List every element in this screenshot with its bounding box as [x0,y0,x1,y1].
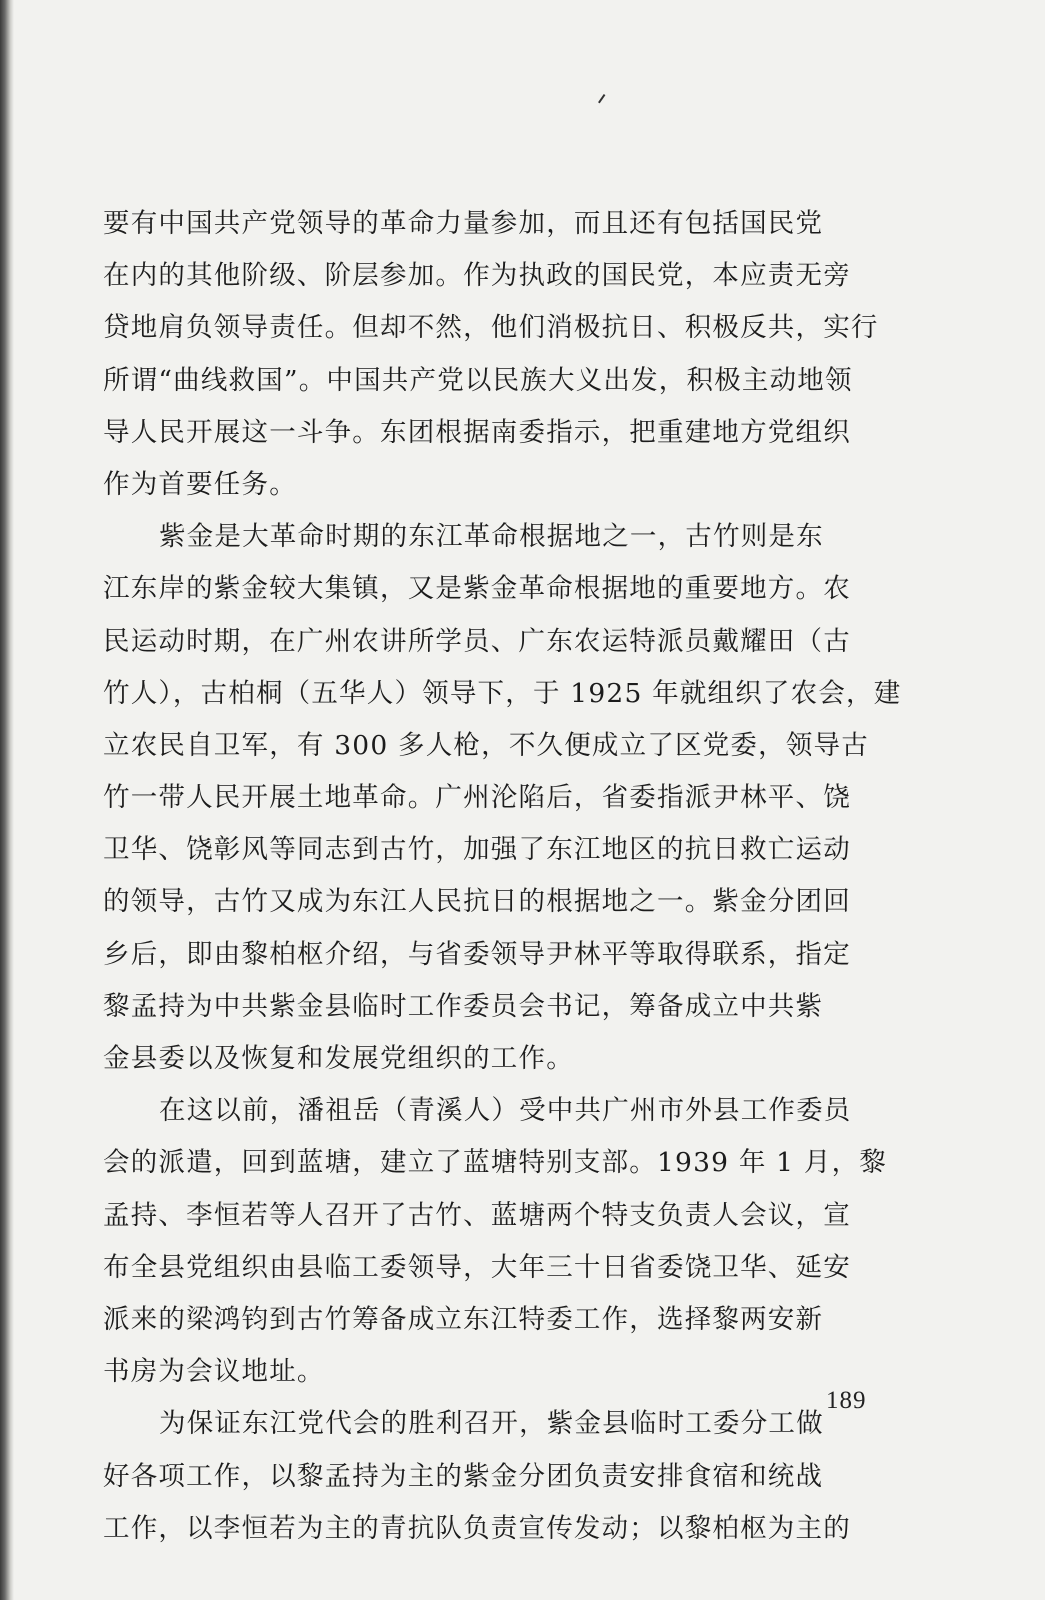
text-line: 孟持、李恒若等人召开了古竹、蓝塘两个特支负责人会议，宣 [103,1199,851,1231]
scan-binding-edge [0,0,14,1600]
text-line: 作为首要任务。 [103,468,297,500]
text-line: 民运动时期，在广州农讲所学员、广东农运特派员戴耀田（古 [103,625,851,657]
text-line: 卫华、饶彰风等同志到古竹，加强了东江地区的抗日救亡运动 [103,834,851,866]
text-line: 会的派遣，回到蓝塘，建立了蓝塘特别支部。1939 年 1 月，黎 [103,1147,887,1179]
text-line: 立农民自卫军，有 300 多人枪，不久便成立了区党委，领导古 [103,729,869,761]
text-line: 乡后，即由黎柏枢介绍，与省委领导尹林平等取得联系，指定 [103,938,851,970]
text-line: 为保证东江党代会的胜利召开，紫金县临时工委分工做 [159,1408,824,1440]
text-line: 紫金是大革命时期的东江革命根据地之一，古竹则是东 [159,521,824,553]
text-line: 派来的梁鸿钧到古竹筹备成立东江特委工作，选择黎两安新 [103,1303,824,1335]
text-line: 江东岸的紫金较大集镇，又是紫金革命根据地的重要地方。农 [103,573,851,605]
text-line: 导人民开展这一斗争。东团根据南委指示，把重建地方党组织 [103,416,851,448]
text-line: 竹人），古柏桐（五华人）领导下，于 1925 年就组织了农会，建 [103,677,902,709]
text-line: 的领导，古竹又成为东江人民抗日的根据地之一。紫金分团回 [103,886,851,918]
text-line: 工作，以李恒若为主的青抗队负责宣传发动；以黎柏枢为主的 [103,1512,851,1544]
text-line: 在这以前，潘祖岳（青溪人）受中共广州市外县工作委员 [159,1095,852,1127]
text-line: 竹一带人民开展土地革命。广州沦陷后，省委指派尹林平、饶 [103,782,851,814]
text-line: 贷地肩负领导责任。但却不然，他们消极抗日、积极反共，实行 [103,312,879,344]
text-line: 书房为会议地址。 [103,1356,325,1388]
text-line: 好各项工作，以黎孟持为主的紫金分团负责安排食宿和统战 [103,1460,824,1492]
text-line: 要有中国共产党领导的革命力量参加，而且还有包括国民党 [103,208,824,239]
text-line: 所谓“曲线救国”。中国共产党以民族大义出发，积极主动地领 [103,364,853,396]
body-text [103,198,913,1555]
scan-mark [598,94,612,108]
text-line: 金县委以及恢复和发展党组织的工作。 [103,1043,574,1074]
text-line: 布全县党组织由县临工委领导，大年三十日省委饶卫华、延安 [103,1251,851,1283]
page-number: 189 [826,1387,867,1414]
text-line: 在内的其他阶级、阶层参加。作为执政的国民党，本应责无旁 [103,260,851,292]
text-line: 黎孟持为中共紫金县临时工作委员会书记，筹备成立中共紫 [103,990,824,1022]
